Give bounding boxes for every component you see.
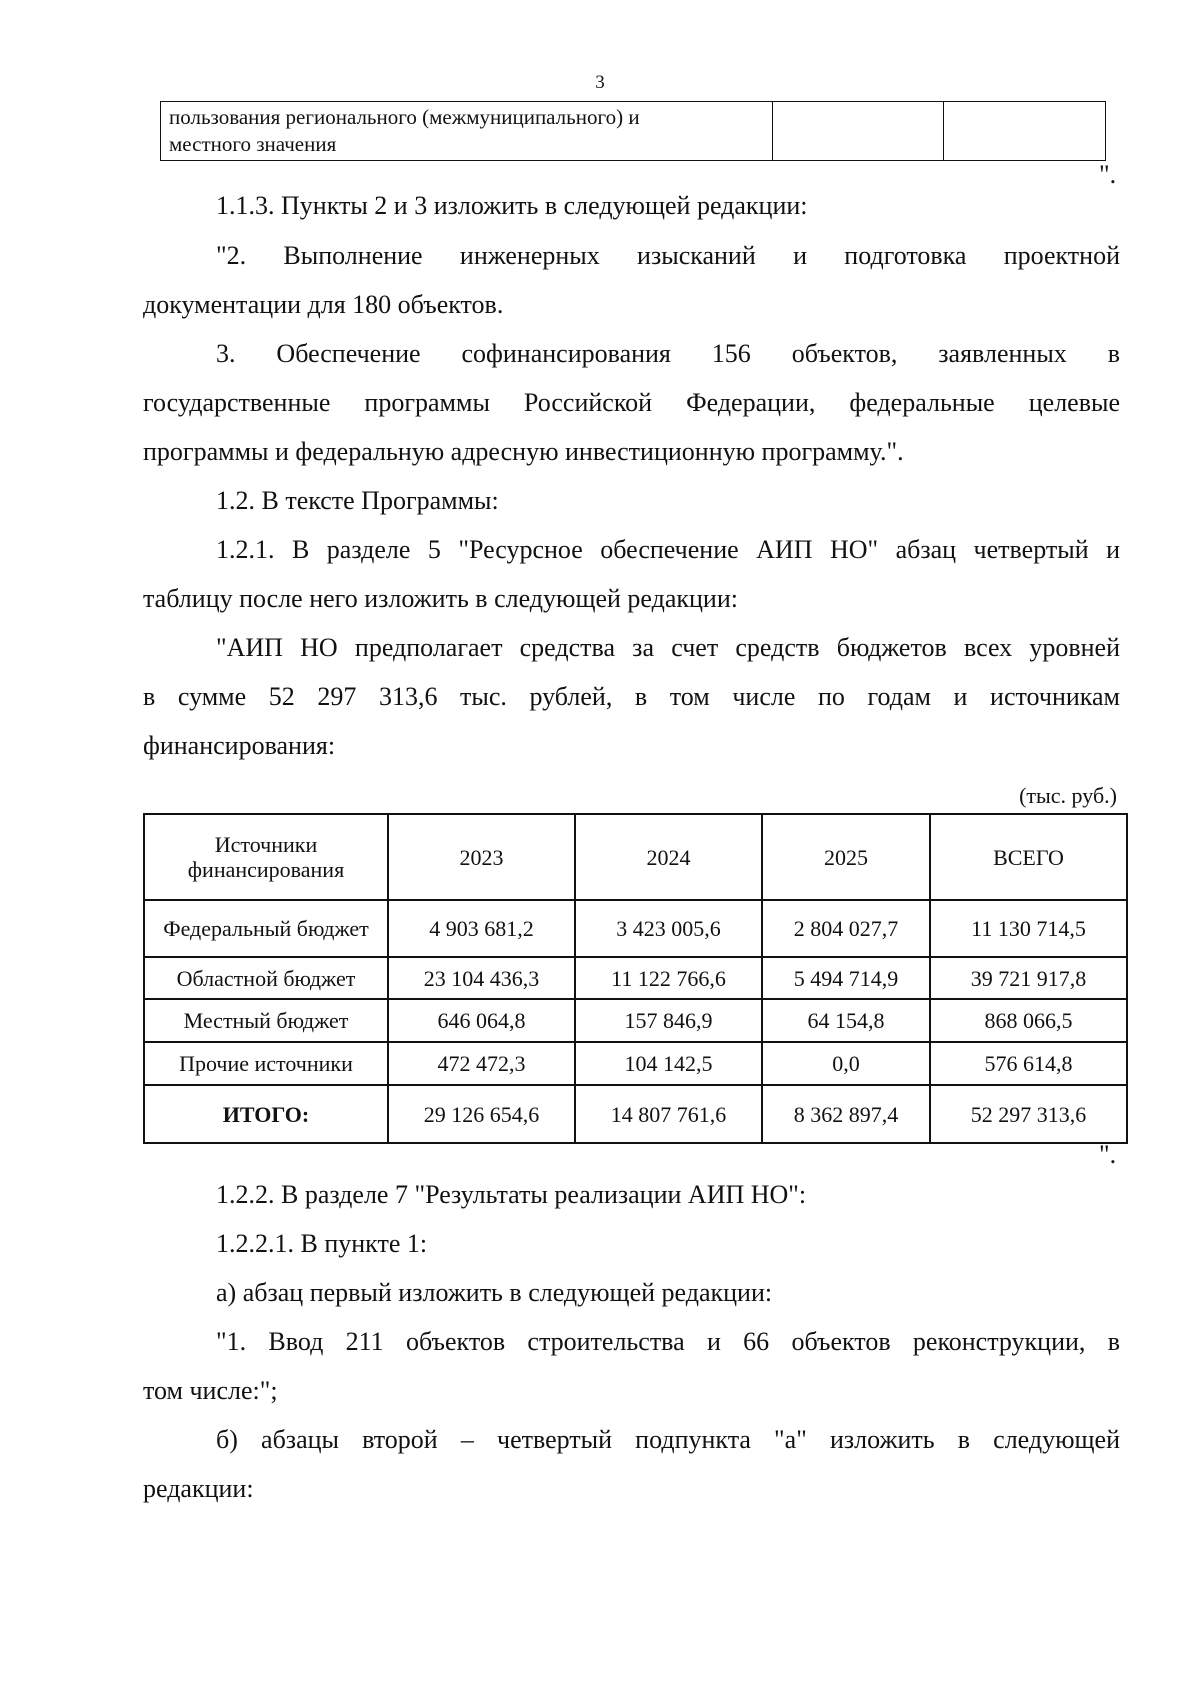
paragraph-item-3-line2: государственные программы Российской Федерации, федеральные целевые <box>143 388 1120 417</box>
paragraph-item-2-line2: документации для 180 объектов. <box>143 290 504 319</box>
paragraph-1-2-1-line1: 1.2.1. В разделе 5 "Ресурсное обеспечение АИП НО" абзац четвертый и <box>216 535 1120 564</box>
table-header-row <box>144 814 1127 900</box>
row-label: Прочие источники <box>144 1042 388 1085</box>
paragraph-item-3-line3: программы и федеральную адресную инвестиционную программу.". <box>143 437 904 466</box>
table-row <box>144 957 1127 999</box>
table-cell: 646 064,8 <box>388 999 575 1042</box>
paragraph-1-2-2: 1.2.2. В разделе 7 "Результаты реализации АИП НО": <box>216 1180 807 1209</box>
row-label: Областной бюджет <box>144 957 388 999</box>
table-cell <box>161 102 773 161</box>
table-cell: 157 846,9 <box>575 999 762 1042</box>
table-cell: 11 130 714,5 <box>930 900 1127 957</box>
table-cell: 104 142,5 <box>575 1042 762 1085</box>
table-cell-empty <box>773 102 944 161</box>
paragraph-b-line1: б) абзацы второй – четвертый подпункта "а" изложить в следующей <box>216 1425 1120 1454</box>
paragraph-item-2-line1: "2. Выполнение инженерных изысканий и подготовка проектной <box>216 241 1120 270</box>
paragraph-1-2-2-1: 1.2.2.1. В пункте 1: <box>216 1229 428 1258</box>
continued-table <box>160 101 1106 161</box>
table-cell: 2 804 027,7 <box>762 900 930 957</box>
table-cell-text: местного значения <box>169 132 337 156</box>
paragraph-1-1-3: 1.1.3. Пункты 2 и 3 изложить в следующей редакции: <box>216 191 808 220</box>
row-label: Местный бюджет <box>144 999 388 1042</box>
table-row <box>161 102 1106 161</box>
table-row <box>144 999 1127 1042</box>
paragraph-b-line2: редакции: <box>143 1474 254 1503</box>
paragraph-a: а) абзац первый изложить в следующей редакции: <box>216 1278 773 1307</box>
paragraph-aip-line1: "АИП НО предполагает средства за счет средств бюджетов всех уровней <box>216 633 1120 662</box>
header-cell-source: Источники финансирования <box>144 814 388 900</box>
table-cell: 868 066,5 <box>930 999 1127 1042</box>
table-cell: 0,0 <box>762 1042 930 1085</box>
unit-label: (тыс. руб.) <box>1019 783 1117 808</box>
table-cell-empty <box>944 102 1106 161</box>
table-cell: 52 297 313,6 <box>930 1085 1127 1143</box>
table-cell: 23 104 436,3 <box>388 957 575 999</box>
total-label: ИТОГО: <box>144 1085 388 1143</box>
closing-quote: ". <box>1099 1140 1117 1169</box>
row-label: Федеральный бюджет <box>144 900 388 957</box>
table-cell: 576 614,8 <box>930 1042 1127 1085</box>
table-cell: 14 807 761,6 <box>575 1085 762 1143</box>
table-cell: 11 122 766,6 <box>575 957 762 999</box>
total-row <box>144 1085 1127 1143</box>
paragraph-vvod-line2: том числе:"; <box>143 1376 278 1405</box>
table-cell: 3 423 005,6 <box>575 900 762 957</box>
table-cell: 5 494 714,9 <box>762 957 930 999</box>
table-row <box>144 1042 1127 1085</box>
header-cell-2024: 2024 <box>575 814 762 900</box>
header-cell-2023: 2023 <box>388 814 575 900</box>
finance-table <box>143 813 1128 1144</box>
table-cell: 64 154,8 <box>762 999 930 1042</box>
paragraph-aip-line3: финансирования: <box>143 731 336 760</box>
paragraph-1-2-1-line2: таблицу после него изложить в следующей редакции: <box>143 584 738 613</box>
table-cell: 39 721 917,8 <box>930 957 1127 999</box>
table-row <box>144 900 1127 957</box>
paragraph-item-3-line1: 3. Обеспечение софинансирования 156 объектов, заявленных в <box>216 339 1120 368</box>
page-number: 3 <box>595 72 605 93</box>
table-cell: 472 472,3 <box>388 1042 575 1085</box>
table-cell: 4 903 681,2 <box>388 900 575 957</box>
paragraph-aip-line2: в сумме 52 297 313,6 тыс. рублей, в том числе по годам и источникам <box>143 682 1120 711</box>
closing-quote: ". <box>1099 160 1117 189</box>
header-cell-total: ВСЕГО <box>930 814 1127 900</box>
table-cell: 29 126 654,6 <box>388 1085 575 1143</box>
paragraph-1-2: 1.2. В тексте Программы: <box>216 486 499 515</box>
table-cell-text: пользования регионального (межмуниципального) и <box>169 105 640 129</box>
table-cell: 8 362 897,4 <box>762 1085 930 1143</box>
paragraph-vvod-line1: "1. Ввод 211 объектов строительства и 66 объектов реконструкции, в <box>216 1327 1120 1356</box>
header-cell-2025: 2025 <box>762 814 930 900</box>
